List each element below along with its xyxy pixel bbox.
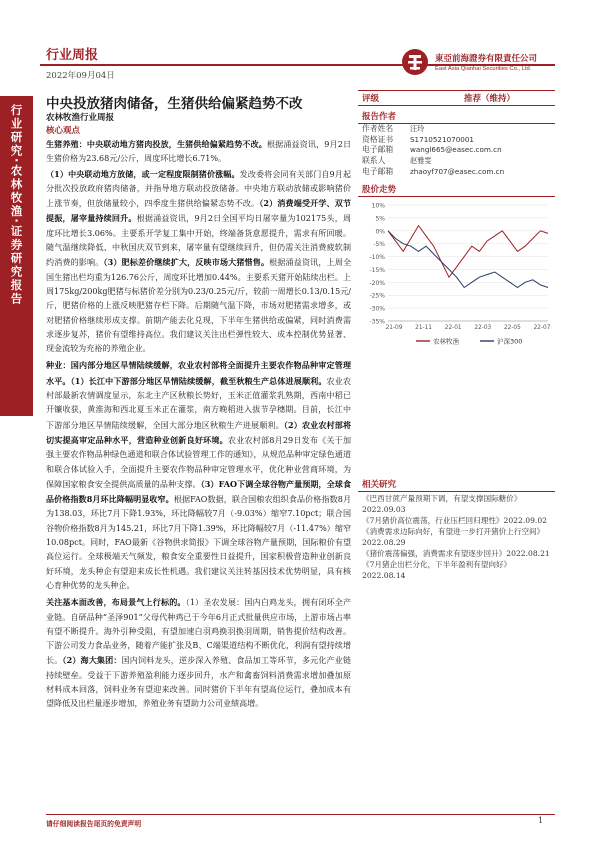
page-title: 中央投放猪肉储备，生猪供给偏紧趋势不改	[46, 96, 303, 112]
y-tick-label: -5%	[373, 241, 385, 249]
report-date: 2022年09月04日	[46, 71, 115, 81]
paragraph-lead: 种业：国内部分地区旱情陆续缓解，农业农村部将全面提升主要农作物品种审定管理水平。（1）长江中下游部分地区旱情陆续缓解，截至秋粮生产总体进展顺利。	[46, 360, 351, 386]
y-tick-label: -10%	[369, 254, 385, 262]
rating-value: 推荐（维持）	[463, 94, 515, 104]
paragraph	[46, 358, 351, 593]
page-number: 1	[538, 816, 544, 825]
legend-label: 农林牧渔	[433, 337, 459, 346]
analyst-email[interactable]: wangl665@easec.com.cn	[410, 145, 502, 155]
related-item[interactable]: 《巴西甘蔗产量预期下调，有望支撑国际糖价》2022.09.03	[362, 494, 522, 514]
paragraph	[46, 167, 351, 357]
analyst-key: 作者姓名	[362, 124, 394, 133]
y-tick-label: -25%	[369, 293, 385, 301]
paragraph	[46, 595, 351, 711]
paragraph-text: 根据涌益资讯，9月2日全国平均日屠宰量为102175头，周度环比增长3.06%。主要系开学复工集中开始，终端备货意愿提升，需求有所回暖。随气温继续降低、中秋国庆双节到来，屠宰量有望继续回升，但仍需关注消费疲软制约消费的影响。	[46, 214, 352, 268]
related-item[interactable]: 《消费需求边际向好，有望进一步打开猪价上行空间》2022.08.29	[362, 527, 545, 547]
paragraph-text: （1）圣农发展：国内白鸡龙头，拥有闭环全产业链。自研品种“圣泽901”父母代种鸡已于今年6月正式批量供应市场，上游市场占率有望不断提升。海外引种受阻，有望加速白羽鸡换羽换羽周期，销售提价结构改善。下游公司发力食品业务，随着产能扩张及B、C端渠道结构不断优化，利润有望持续增长。	[46, 598, 352, 666]
paragraph-text: 根据涌益资讯，9月2日生猪价格为23.68元/公斤，周度环比增长6.71%。	[46, 140, 351, 164]
paragraph-text: 国内饲料龙头，逆步深入养殖、食品加工等环节，多元化产业链持续壁垒。受益于下游养殖盈利能力逐步回升，水产和禽畜饲料消费需求增加叠加原材料成本回落，饲料业务有望迎来改善。同时猪价下半年有望高位运行，叠加成本有望降低及出栏量逐步增加，养殖业务有望助力公司业绩高增。	[46, 656, 352, 709]
rating-label: 评级	[362, 94, 380, 104]
paragraph-lead: （2）农业农村部将切实提高审定品种水平，营造种业创新良好环境。	[46, 419, 352, 445]
analyst-row	[358, 124, 555, 135]
sidebar-banner	[0, 96, 33, 416]
sidebar-label: 行业研究·农林牧渔·证券研究报告	[9, 104, 24, 306]
paragraph-lead: （3）肥标差价继续扩大，反映市场大猪惜售。	[103, 257, 270, 268]
chart-heading: 股价走势	[358, 183, 555, 197]
x-tick-label: 22-03	[474, 325, 492, 332]
analyst-row	[358, 156, 555, 167]
report-subtitle: 农林牧渔行业周报	[46, 113, 115, 123]
footer-divider	[46, 814, 555, 815]
y-tick-label: 5%	[375, 215, 385, 223]
x-tick-label: 22-01	[444, 325, 462, 332]
analyst-row	[358, 135, 555, 146]
paragraph-lead: 生猪养殖：中央联动地方猪肉投放，生猪供给偏紧趋势不改。	[46, 139, 267, 149]
logo-mark-icon	[400, 47, 430, 77]
main-body	[46, 137, 351, 712]
paragraph-lead: （2）海大集团：	[62, 655, 122, 666]
x-tick-label: 22-05	[503, 325, 521, 332]
legend-label: 沪深300	[497, 337, 523, 346]
paragraph	[46, 137, 351, 167]
paragraph-lead: （2）消费端受开学、双节提振，屠宰量持续回升。	[46, 198, 351, 224]
paragraph-text: 发改委将会同有关部门自9月起分批次投放政府猪肉储备，并指导地方联动投放储备。中央地方联动放储或影响猪价上涨节奏，但放储量较小，四季度生猪供给偏紧态势不改。	[46, 169, 351, 209]
rating-bar	[358, 90, 555, 106]
analyst-value: 赵雅雯	[410, 156, 432, 166]
logo-name-en: East Asia Qianhai Securities Co., Ltd.	[435, 66, 532, 72]
analyst-heading: 报告作者	[358, 110, 555, 124]
x-tick-label: 21-09	[385, 325, 403, 332]
y-tick-label: 10%	[371, 202, 385, 210]
paragraph-lead: （3）FAO下调全球谷物产量预期，全球食品价格指数8月环比降幅明显收窄。	[46, 478, 351, 505]
analyst-row	[358, 145, 555, 156]
y-tick-label: 0%	[375, 228, 385, 236]
right-panel	[358, 90, 555, 351]
paragraph-lead: 关注基本面改善，布局景气上行标的。	[46, 597, 186, 608]
analyst-table	[358, 124, 555, 177]
series-line	[388, 231, 548, 288]
report-type: 行业周报	[46, 48, 99, 63]
related-list	[362, 493, 552, 581]
analyst-row	[358, 167, 555, 178]
related-item[interactable]: 《7月猪价高位震荡，行业压栏回归理性》2022.09.02	[362, 516, 547, 525]
related-heading: 相关研究	[358, 478, 555, 492]
company-logo	[400, 47, 537, 77]
related-item[interactable]: 《猪价震荡偏强，消费需求有望逐步回升》2022.08.21	[362, 549, 550, 558]
paragraph-lead: （1）中央联动地方放储，或一定程度限制猪价涨幅。	[46, 168, 240, 179]
y-tick-label: -20%	[369, 280, 385, 288]
disclaimer-note: 请仔细阅读报告尾页的免责声明	[46, 820, 142, 828]
y-tick-label: -15%	[369, 267, 385, 275]
analyst-value: 汪玲	[410, 124, 425, 133]
analyst-key: 电子邮箱	[362, 145, 394, 155]
x-tick-label: 21-11	[415, 325, 433, 332]
analyst-email[interactable]: zhaoyf707@easec.com.cn	[410, 166, 505, 176]
paragraph-text: 根据涌益资讯，上周全国生猪出栏均重为126.76公斤，周度环比增加0.44%。主要系天猪开始陆续出栏。上周175kg/200kg肥猪与标猪价差分别为0.23/0.25元/斤，较前一周增长0.13/0.15元/斤，肥猪价格的上涨反映肥猪存栏下降。后期随气温下降，市场对肥猪需求增多，或对肥猪价格继续形成支撑。前期产能去化兑现，下半年生猪供给或偏紧，同时消费需求逐步复苏，猪价有望维持高位。我们建议关注出栏弹性较大、成本控制优势显著、现金流较为充裕的养殖企业。	[46, 258, 352, 354]
analyst-value: S1710521070001	[410, 134, 475, 144]
analyst-key: 电子邮箱	[362, 166, 394, 176]
x-tick-label: 22-07	[533, 325, 551, 332]
paragraph-text: 农业农村部最新农情调度显示，东北主产区秋粮长势好，玉米正值灌浆乳熟期，西南中稻已开镰收获，黄淮海和西北夏玉米正在灌浆，南方晚稻进入拔节孕穗期。目前，长江中下游部分地区旱情陆续缓解，全国大部分地区秋粮生产进展顺利。	[46, 376, 351, 430]
core-view-heading: 核心观点	[46, 126, 81, 136]
logo-name-cn: 東亞前海證券有限責任公司	[435, 54, 538, 64]
y-tick-label: -30%	[369, 306, 385, 314]
paragraph-text: 农业农村部8月29日发布《关于加强主要农作物品种绿色通道和联合体试验管理工作的通知》，从规范品种审定绿色通道和联合体试验入手，全面提升主要农作物品种审定管理水平，优化种业营商环境，为保障国家粮食安全提供高质量的品种支撑。	[46, 435, 352, 489]
stock-price-chart	[358, 199, 555, 349]
paragraph-text: 根据FAO数据，联合国粮农组织食品价格指数8月为138.03，环比7月下降1.93%，环比降幅较7月（-9.03%）缩窄7.10pct；联合国谷物价格指数8月为145.21，环比7月下降1.39%，环比降幅较7月（-11.47%）缩窄10.08pct。同时，FAO最新《谷物供求简报》下调全球谷物产量预期，国际粮价有望高位运行。全球极端天气频发，粮食安全重要性日益提升，国家积极营造种业创新良好环境，龙头种企有望迎来成长性机遇。我们建议关注转基因技术优势明显，具有核心育种优势的龙头种企。	[46, 495, 351, 590]
related-item[interactable]: 《7月猪企出栏分化，下半年盈利有望向好》2022.08.14	[362, 560, 512, 580]
y-tick-label: -35%	[369, 318, 385, 326]
analyst-key: 资格证书	[362, 134, 394, 144]
analyst-key: 联系人	[362, 156, 386, 166]
